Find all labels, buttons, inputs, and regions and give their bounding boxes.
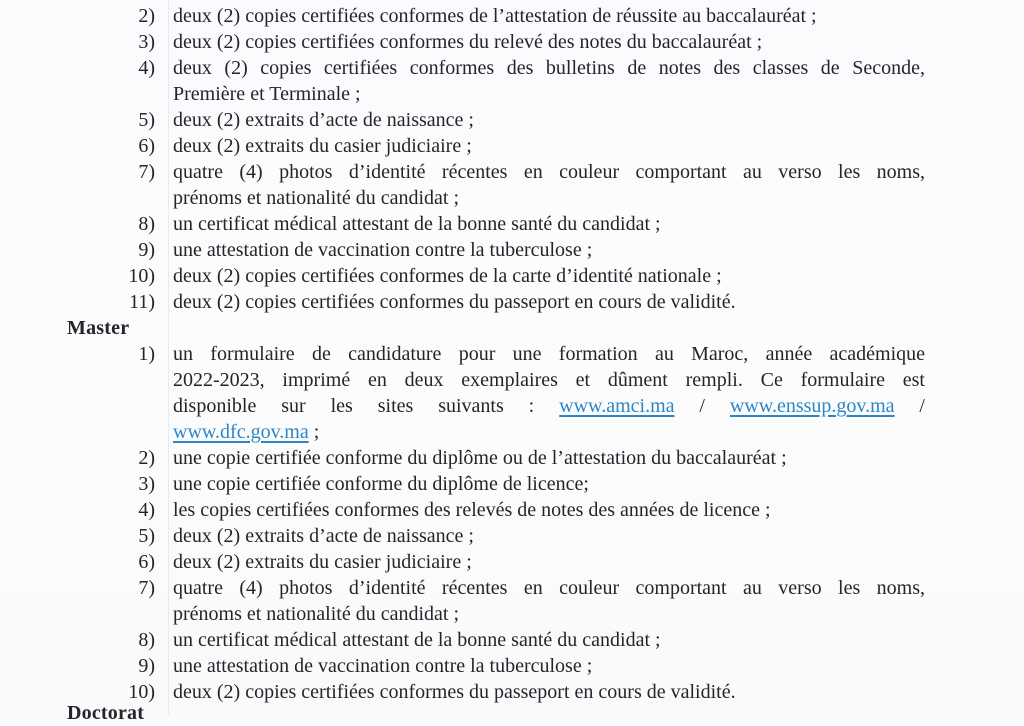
item-text-block [173,289,925,315]
item-text: un certificat médical attestant de la bonne santé du candidat ; [173,629,661,651]
item-text: disponible sur les sites suivants : [173,395,560,417]
item-text-block [173,263,925,289]
item-number: 3) [138,473,155,495]
master-heading: Master [67,317,130,339]
item-text: / [674,395,730,417]
item-text-block [173,55,925,107]
licence-item [0,289,1024,315]
link-www-amci-ma[interactable]: www.amci.ma [559,395,675,417]
master-item [0,627,1024,653]
item-text: ; [308,421,320,443]
licence-item [0,3,1024,29]
item-text: deux (2) copies certifiées conformes des bulletins de notes des classes de Seconde, [173,57,925,79]
item-text: deux (2) copies certifiées conformes du passeport en cours de validité. [173,681,736,703]
master-item [0,497,1024,523]
licence-document-list [0,3,1024,315]
item-number: 11) [129,291,155,313]
item-number: 3) [138,31,155,53]
item-text: deux (2) extraits d’acte de naissance ; [173,109,474,131]
item-text: un certificat médical attestant de la bonne santé du candidat ; [173,213,661,235]
item-text-block [173,497,925,523]
licence-item [0,133,1024,159]
item-text: deux (2) extraits d’acte de naissance ; [173,525,474,547]
master-item [0,445,1024,471]
item-number: 2) [138,447,155,469]
licence-item [0,237,1024,263]
link-www-dfc-gov-ma[interactable]: www.dfc.gov.ma [173,421,309,443]
item-number: 10) [128,265,155,287]
master-item [0,471,1024,497]
item-number: 4) [138,57,155,79]
item-number: 7) [138,161,155,183]
item-text: une attestation de vaccination contre la tuberculose ; [173,655,593,677]
licence-item [0,107,1024,133]
item-text-block [173,133,925,159]
licence-item [0,263,1024,289]
item-text-block [173,523,925,549]
item-text: deux (2) copies certifiées conformes du relevé des notes du baccalauréat ; [173,31,763,53]
item-text-block [173,3,925,29]
item-number: 6) [138,135,155,157]
item-number: 7) [138,577,155,599]
item-text-block [173,653,925,679]
doctorat-heading: Doctorat [67,702,145,724]
licence-item [0,211,1024,237]
item-text: quatre (4) photos d’identité récentes en couleur comportant au verso les noms, [173,577,925,599]
item-text: deux (2) copies certifiées conformes du passeport en cours de validité. [173,291,736,313]
scan-fold-line [168,0,169,714]
item-text: quatre (4) photos d’identité récentes en couleur comportant au verso les noms, [173,161,925,183]
item-number: 2) [138,5,155,27]
item-text-block [173,445,925,471]
item-number: 5) [138,525,155,547]
licence-item [0,29,1024,55]
item-number: 5) [138,109,155,131]
item-text-block [173,159,925,211]
item-text-block [173,549,925,575]
item-text: deux (2) extraits du casier judiciaire ; [173,551,472,573]
master-item [0,523,1024,549]
item-text-block [173,107,925,133]
item-text-block [173,211,925,237]
master-item [0,575,1024,627]
item-number: 8) [138,213,155,235]
item-text: un formulaire de candidature pour une formation au Maroc, année académique [173,343,925,365]
link-www-enssup-gov-ma[interactable]: www.enssup.gov.ma [729,395,895,417]
item-text: deux (2) copies certifiées conformes de la carte d’identité nationale ; [173,265,722,287]
item-text-block [173,471,925,497]
item-text: deux (2) copies certifiées conformes de l’attestation de réussite au baccalauréat ; [173,5,817,27]
item-number: 9) [138,655,155,677]
item-number: 4) [138,499,155,521]
item-text-block [173,575,925,627]
item-text-block [173,679,925,705]
item-text: deux (2) extraits du casier judiciaire ; [173,135,472,157]
item-text-block [173,237,925,263]
item-number: 8) [138,629,155,651]
item-text-block [173,341,925,445]
item-text: une copie certifiée conforme du diplôme de licence; [173,473,589,495]
item-text-block [173,627,925,653]
item-number: 10) [128,681,155,703]
master-document-list [0,341,1024,705]
licence-item [0,159,1024,211]
item-text: prénoms et nationalité du candidat ; [173,187,460,209]
item-text: / [894,395,925,417]
item-text: 2022-2023, imprimé en deux exemplaires et dûment rempli. Ce formulaire est [173,369,925,391]
master-item [0,341,1024,445]
master-item [0,653,1024,679]
item-number: 6) [138,551,155,573]
item-text-block [173,29,925,55]
item-number: 9) [138,239,155,261]
item-text: une attestation de vaccination contre la tuberculose ; [173,239,593,261]
master-item [0,679,1024,705]
item-text: prénoms et nationalité du candidat ; [173,603,460,625]
master-item [0,549,1024,575]
item-text: Première et Terminale ; [173,83,361,105]
item-number: 1) [138,343,155,365]
licence-item [0,55,1024,107]
item-text: les copies certifiées conformes des relevés de notes des années de licence ; [173,499,771,521]
item-text: une copie certifiée conforme du diplôme ou de l’attestation du baccalauréat ; [173,447,787,469]
